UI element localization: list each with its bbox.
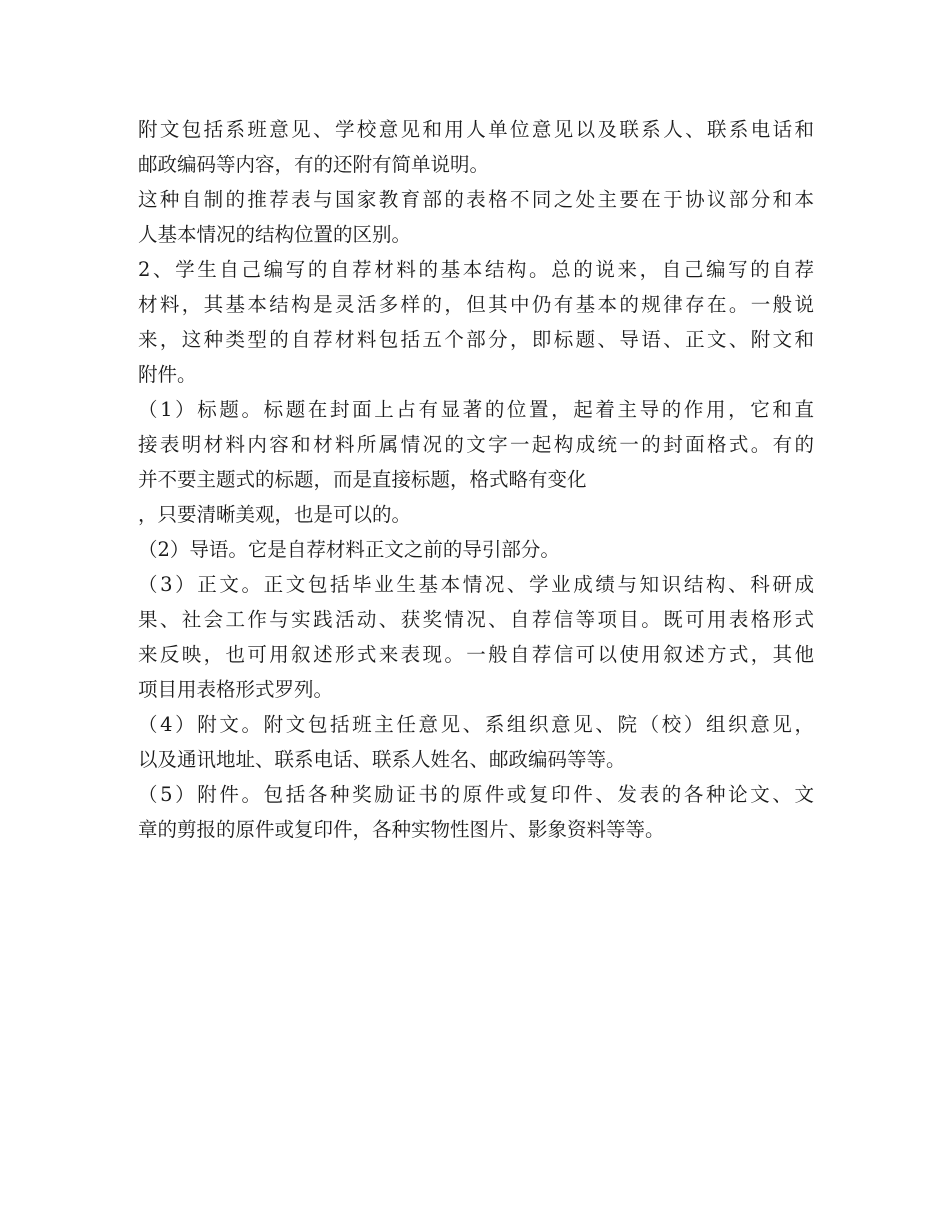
text-line: 章的剪报的原件或复印件，各种实物性图片、影象资料等等。 (138, 818, 665, 841)
text-line: 附件。 (138, 363, 197, 386)
text-line: 2、学生自己编写的自荐材料的基本结构。总的说来，自己编写的自荐 (138, 258, 814, 281)
text-line: 这种自制的推荐表与国家教育部的表格不同之处主要在于协议部分和本 (138, 188, 814, 211)
text-line: 来反映，也可用叙述形式来表现。一般自荐信可以使用叙述方式，其他 (138, 643, 814, 666)
text-line: （3）正文。正文包括毕业生基本情况、学业成绩与知识结构、科研成 (138, 573, 814, 596)
text-line: 邮政编码等内容，有的还附有简单说明。 (138, 153, 490, 176)
text-line: （5）附件。包括各种奖励证书的原件或复印件、发表的各种论文、文 (138, 783, 814, 806)
text-line: 附文包括系班意见、学校意见和用人单位意见以及联系人、联系电话和 (138, 118, 814, 141)
text-line: （2）导语。它是自荐材料正文之前的导引部分。 (138, 538, 560, 561)
text-line: 以及通讯地址、联系电话、联系人姓名、邮政编码等等。 (138, 748, 626, 771)
text-line: 果、社会工作与实践活动、获奖情况、自荐信等项目。既可用表格形式 (138, 608, 814, 631)
text-line: 并不要主题式的标题，而是直接标题，格式略有变化 (138, 468, 587, 491)
text-line: 接表明材料内容和材料所属情况的文字一起构成统一的封面格式。有的 (138, 433, 814, 456)
text-line: 人基本情况的结构位置的区别。 (138, 223, 412, 246)
document-body (138, 112, 814, 847)
text-line: （1）标题。标题在封面上占有显著的位置，起着主导的作用，它和直 (138, 398, 814, 421)
text-line: （4）附文。附文包括班主任意见、系组织意见、院（校）组织意见， (138, 713, 814, 736)
text-line: ，只要清晰美观，也是可以的。 (138, 503, 412, 526)
text-line: 来，这种类型的自荐材料包括五个部分，即标题、导语、正文、附文和 (138, 328, 814, 351)
text-line: 项目用表格形式罗列。 (138, 678, 334, 701)
text-line: 材料，其基本结构是灵活多样的，但其中仍有基本的规律存在。一般说 (138, 293, 814, 316)
